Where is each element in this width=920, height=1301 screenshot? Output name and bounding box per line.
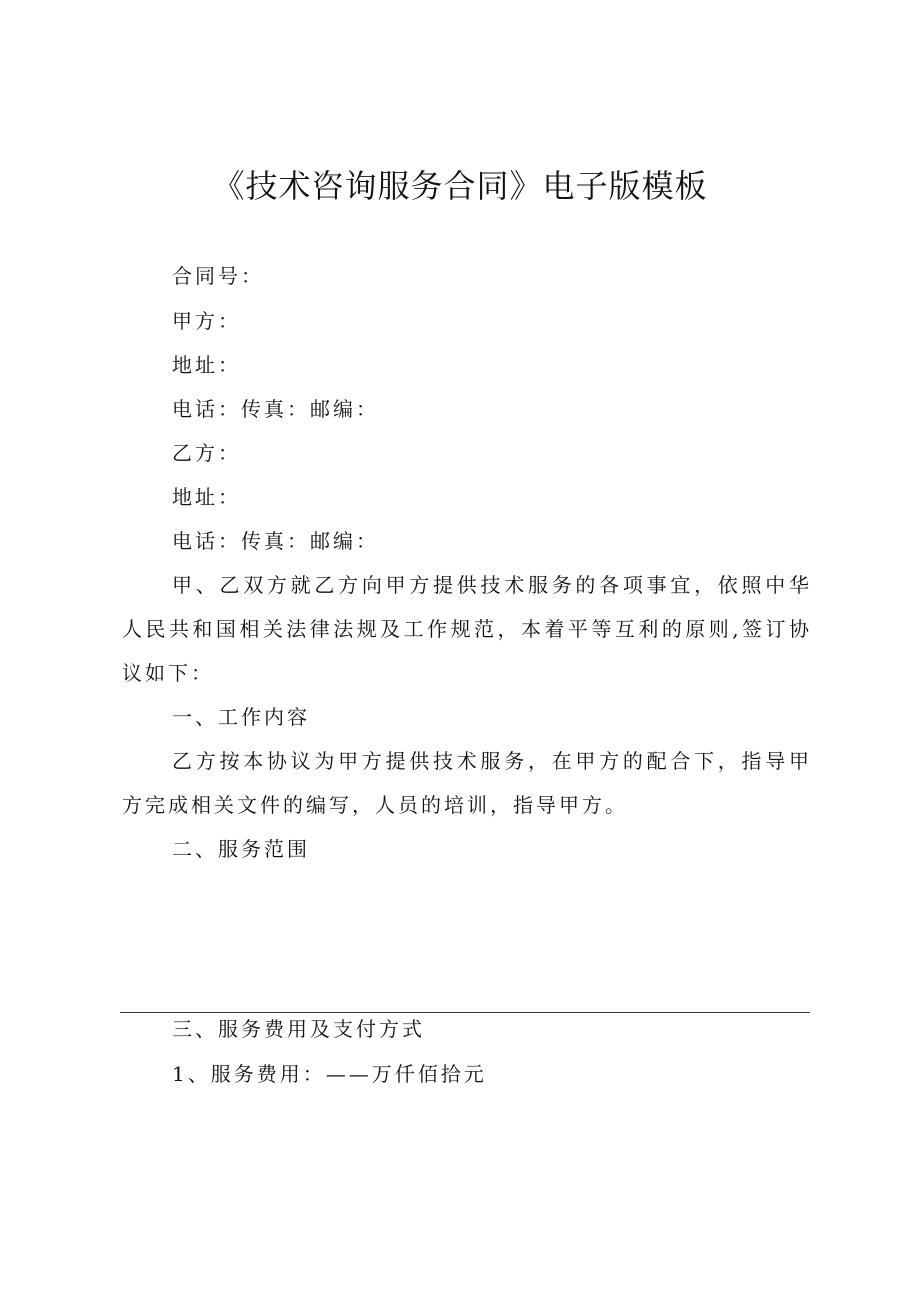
document-title: 《技术咨询服务合同》电子版模板	[212, 167, 708, 205]
page-divider	[120, 1012, 810, 1013]
party-a-address-label: 地址：	[172, 353, 241, 377]
party-b-address-label: 地址：	[172, 485, 241, 509]
party-b-name-label: 乙方：	[172, 441, 241, 465]
party-a-name-label: 甲方：	[172, 309, 241, 333]
contract-number-label: 合同号：	[172, 264, 264, 288]
section-3-heading: 三、服务费用及支付方式	[172, 1017, 425, 1041]
intro-paragraph: 甲、乙双方就乙方向甲方提供技术服务的各项事宜，依照中华人民共和国相关法律法规及工作规范，本着平等互利的原则,签订协议如下：	[122, 573, 812, 685]
service-fee-item: 1、服务费用：——万仟佰拾元	[172, 1062, 487, 1086]
section-1-heading: 一、工作内容	[172, 705, 310, 729]
party-b-contact-label: 电话：传真：邮编：	[172, 529, 379, 553]
section-1-body: 乙方按本协议为甲方提供技术服务，在甲方的配合下，指导甲方完成相关文件的编写，人员的培训，指导甲方。	[122, 749, 812, 817]
section-2-heading: 二、服务范围	[172, 837, 310, 861]
party-a-contact-label: 电话：传真：邮编：	[172, 397, 379, 421]
